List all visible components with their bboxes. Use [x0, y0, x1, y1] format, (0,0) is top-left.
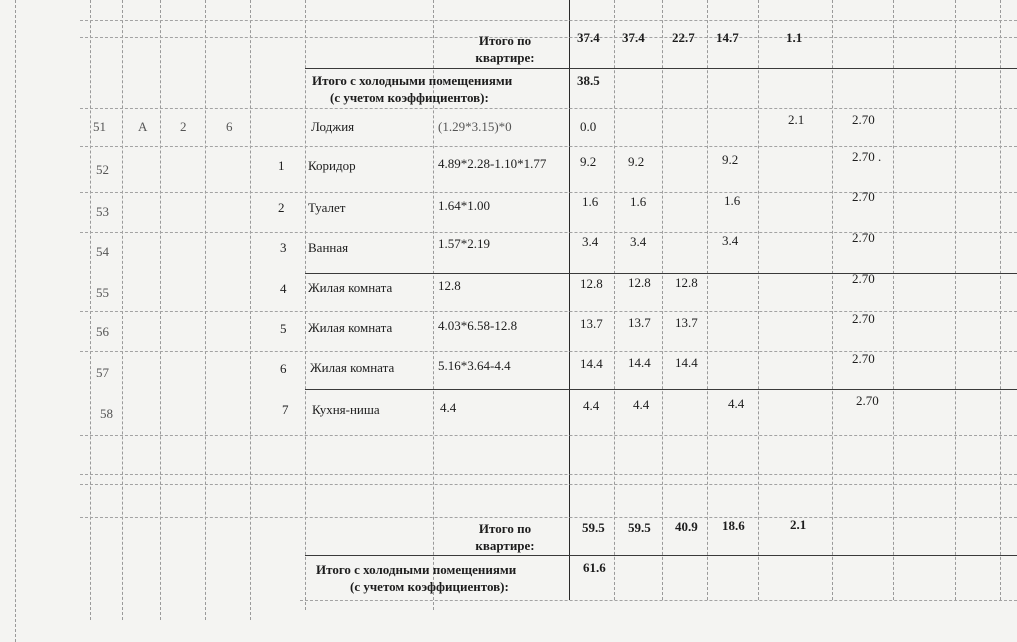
summary-bottom-cold-label-2: (с учетом коэффициентов):	[350, 579, 509, 594]
grid-line	[80, 108, 1017, 109]
grid-line	[305, 273, 1017, 274]
row-number: 52	[96, 162, 109, 177]
summary-top-value: 14.7	[716, 30, 739, 45]
summary-top-value: 37.4	[622, 30, 645, 45]
room-area: 1.6	[582, 194, 599, 209]
room-index: 4	[280, 281, 287, 296]
room-area-living: 12.8	[675, 275, 698, 290]
summary-top-label: Итого по	[478, 33, 532, 48]
room-area-main: 3.4	[630, 234, 647, 249]
room-index: 7	[282, 402, 289, 417]
summary-bottom-cold-value: 61.6	[583, 560, 606, 575]
row-number: 58	[100, 406, 113, 421]
grid-line	[758, 0, 759, 600]
grid-line	[80, 351, 1017, 352]
row-number: 51	[93, 119, 106, 134]
room-area-main: 1.6	[630, 194, 647, 209]
room-formula: (1.29*3.15)*0	[438, 119, 512, 134]
summary-top-value: 22.7	[672, 30, 695, 45]
room-area: 14.4	[580, 356, 603, 371]
grid-line	[1000, 0, 1001, 600]
grid-line	[80, 232, 1017, 233]
grid-line	[662, 0, 663, 600]
room-formula: 1.64*1.00	[438, 198, 490, 213]
apartment-floor: 2	[180, 119, 187, 134]
summary-top-cold-label: Итого с холодными помещениями	[312, 73, 513, 88]
row-number: 57	[96, 365, 109, 380]
grid-line	[305, 0, 306, 610]
room-area: 12.8	[580, 276, 603, 291]
summary-top-label-2: квартире:	[475, 50, 535, 65]
summary-top-cold-value: 38.5	[577, 73, 600, 88]
summary-top-value: 1.1	[786, 30, 803, 45]
summary-bottom-value: 59.5	[582, 520, 605, 535]
grid-line	[160, 0, 161, 620]
grid-line	[80, 20, 1017, 21]
grid-line	[250, 0, 251, 620]
row-number: 55	[96, 285, 109, 300]
grid-line	[80, 484, 1017, 485]
room-area-aux: 3.4	[722, 233, 739, 248]
summary-bottom-cold-label: Итого с холодными помещениями	[316, 562, 517, 577]
room-height: 2.70	[852, 351, 875, 366]
grid-line	[893, 0, 894, 600]
room-formula: 5.16*3.64-4.4	[438, 358, 511, 373]
room-formula: 4.03*6.58-12.8	[438, 318, 518, 333]
room-area: 13.7	[580, 316, 603, 331]
room-area-main: 14.4	[628, 355, 651, 370]
grid-line	[80, 474, 1017, 475]
room-height: 2.70	[852, 189, 875, 204]
room-name: Жилая комната	[308, 320, 393, 335]
room-index: 1	[278, 158, 285, 173]
room-area-aux: 9.2	[722, 152, 739, 167]
room-area-main: 12.8	[628, 275, 651, 290]
grid-line	[300, 600, 1017, 601]
row-number: 54	[96, 244, 109, 259]
room-formula: 4.89*2.28-1.10*1.77	[438, 156, 547, 171]
room-area-main: 9.2	[628, 154, 645, 169]
room-height: 2.70	[852, 271, 875, 286]
room-index: 5	[280, 321, 287, 336]
room-height: 2.70 .	[852, 149, 882, 164]
summary-bottom-value: 59.5	[628, 520, 651, 535]
row-number: 56	[96, 324, 109, 339]
room-area: 4.4	[583, 398, 600, 413]
grid-line	[832, 0, 833, 600]
room-area-aux: 1.6	[724, 193, 741, 208]
room-name: Лоджия	[311, 119, 355, 134]
grid-line	[707, 0, 708, 600]
room-index: 2	[278, 200, 285, 215]
grid-line	[305, 68, 1017, 69]
grid-line	[80, 435, 1017, 436]
grid-line	[955, 0, 956, 600]
room-height: 2.70	[852, 112, 875, 127]
room-name: Туалет	[308, 200, 346, 215]
apartment-letter: А	[138, 119, 148, 134]
room-area-main: 13.7	[628, 315, 651, 330]
apartment-number: 6	[226, 119, 233, 134]
grid-line	[80, 517, 1017, 518]
room-name: Жилая комната	[308, 280, 393, 295]
room-area: 9.2	[580, 154, 597, 169]
room-height: 2.70	[856, 393, 879, 408]
room-index: 6	[280, 361, 287, 376]
room-height: 2.70	[852, 311, 875, 326]
summary-bottom-value: 2.1	[790, 517, 807, 532]
grid-line	[80, 192, 1017, 193]
room-area-aux: 4.4	[728, 396, 745, 411]
summary-bottom-value: 18.6	[722, 518, 745, 533]
grid-line	[122, 0, 123, 620]
grid-line	[614, 0, 615, 600]
summary-top-cold-label-2: (с учетом коэффициентов):	[330, 90, 489, 105]
room-formula: 4.4	[440, 400, 457, 415]
grid-line	[205, 0, 206, 620]
room-area-living: 14.4	[675, 355, 698, 370]
room-area-living: 13.7	[675, 315, 698, 330]
room-name: Ванная	[308, 240, 349, 255]
room-height: 2.70	[852, 230, 875, 245]
grid-line	[80, 311, 1017, 312]
room-area: 3.4	[582, 234, 599, 249]
grid-line	[80, 146, 1017, 147]
room-name: Жилая комната	[310, 360, 395, 375]
summary-bottom-label: Итого по	[478, 521, 532, 536]
room-index: 3	[280, 240, 287, 255]
room-formula: 1.57*2.19	[438, 236, 490, 251]
row-number: 53	[96, 204, 109, 219]
room-cold-area: 2.1	[788, 112, 805, 127]
summary-bottom-label-2: квартире:	[475, 538, 535, 553]
grid-line	[305, 555, 1017, 556]
room-area: 0.0	[580, 119, 597, 134]
grid-line	[90, 0, 91, 620]
summary-bottom-value: 40.9	[675, 519, 698, 534]
room-area-main: 4.4	[633, 397, 650, 412]
room-name: Кухня-ниша	[312, 402, 380, 417]
summary-top-value: 37.4	[577, 30, 600, 45]
grid-line	[569, 0, 570, 600]
grid-line	[305, 389, 1017, 390]
room-formula: 12.8	[438, 278, 461, 293]
room-name: Коридор	[308, 158, 356, 173]
grid-line	[15, 0, 16, 642]
